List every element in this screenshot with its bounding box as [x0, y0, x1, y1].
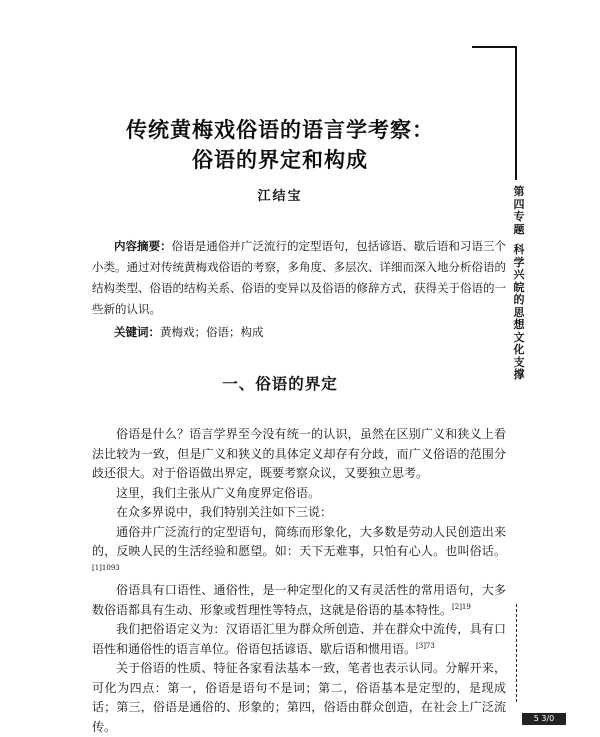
- body-paragraph: 通俗并广泛流行的定型语句，简练而形象化，大多数是劳动人民创造出来的，反映人民的生活经验和愿望。如：天下无难事，只怕有心人。也叫俗话。$^{[1]1093}$: [92, 524, 506, 572]
- body-paragraph: 在众多界说中，我们特别关注如下三说：: [116, 505, 333, 519]
- sidebar-dashed-rule: [516, 604, 517, 702]
- section-heading: 一、俗语的界定: [222, 374, 338, 393]
- keywords-text: 黄梅戏；俗语；构成: [160, 325, 264, 339]
- footnote-ref: [2]19: [452, 602, 471, 611]
- abstract-label: 内容摘要：: [114, 239, 172, 253]
- page-title-line-1: 传统黄梅戏俗语的语言学考察：: [126, 117, 434, 142]
- author: 江结宝: [257, 189, 303, 204]
- page-number: 5 3/0: [522, 713, 566, 725]
- body-paragraph: 关于俗语的性质、特征各家看法基本一致，笔者也表示认同。分解开来，可化为四点：第一，俗语是语句不是词；第二，俗语基本是定型的，是现成话；第三，俗语是通俗的、形象的；第四，俗语由群众创造，在社会上广泛流传。: [92, 661, 506, 734]
- body-paragraph: 俗语具有口语性、通俗性，是一种定型化的又有灵活性的常用语句，大多数俗语都具有生动、形象或哲理性等特点，这就是俗语的基本特性。$^{[2]19}$: [92, 583, 506, 617]
- sidebar-top-rule: [472, 46, 517, 48]
- section-body: [92, 425, 506, 737]
- keywords-label: 关键词：: [114, 325, 160, 339]
- body-paragraph: 这里，我们主张从广义角度界定俗语。: [116, 485, 321, 500]
- footnote-ref: [1]1093: [92, 563, 120, 572]
- page-title-line-2: 俗语的界定和构成: [192, 147, 368, 172]
- abstract-text: 俗语是通俗并广泛流行的定型语句，包括谚语、歇后语和习语三个小类。通过对传统黄梅戏俗语的考察，多角度、多层次、详细而深入地分析俗语的结构类型、俗语的结构关系、俗语的变异以及俗语的修辞方式，获得关于俗语的一些新的认识。: [92, 239, 507, 316]
- sidebar-topic-title: 科学兴皖的思想文化支撑: [513, 243, 525, 381]
- body-paragraph: 我们把俗语定义为：汉语语汇里为群众所创造、并在群众中流传，具有口语性和通俗性的语言单位。俗语包括谚语、歇后语和惯用语。$^{[3]73}$: [92, 622, 506, 656]
- body-paragraph: 俗语是什么？语言学界至今没有统一的认识，虽然在区别广义和狭义上看法比较为一致，但是广义和狭义的具体定义却存有分歧，而广义俗语的范围分歧还很大。对于俗语做出界定，既要考察众议，又要独立思考。: [92, 427, 506, 480]
- keywords: [114, 322, 504, 343]
- abstract: [92, 236, 506, 320]
- sidebar-topic-label: 第四专题: [513, 185, 525, 236]
- sidebar-vertical-rule: [515, 46, 517, 180]
- footnote-ref: [3]73: [416, 641, 435, 650]
